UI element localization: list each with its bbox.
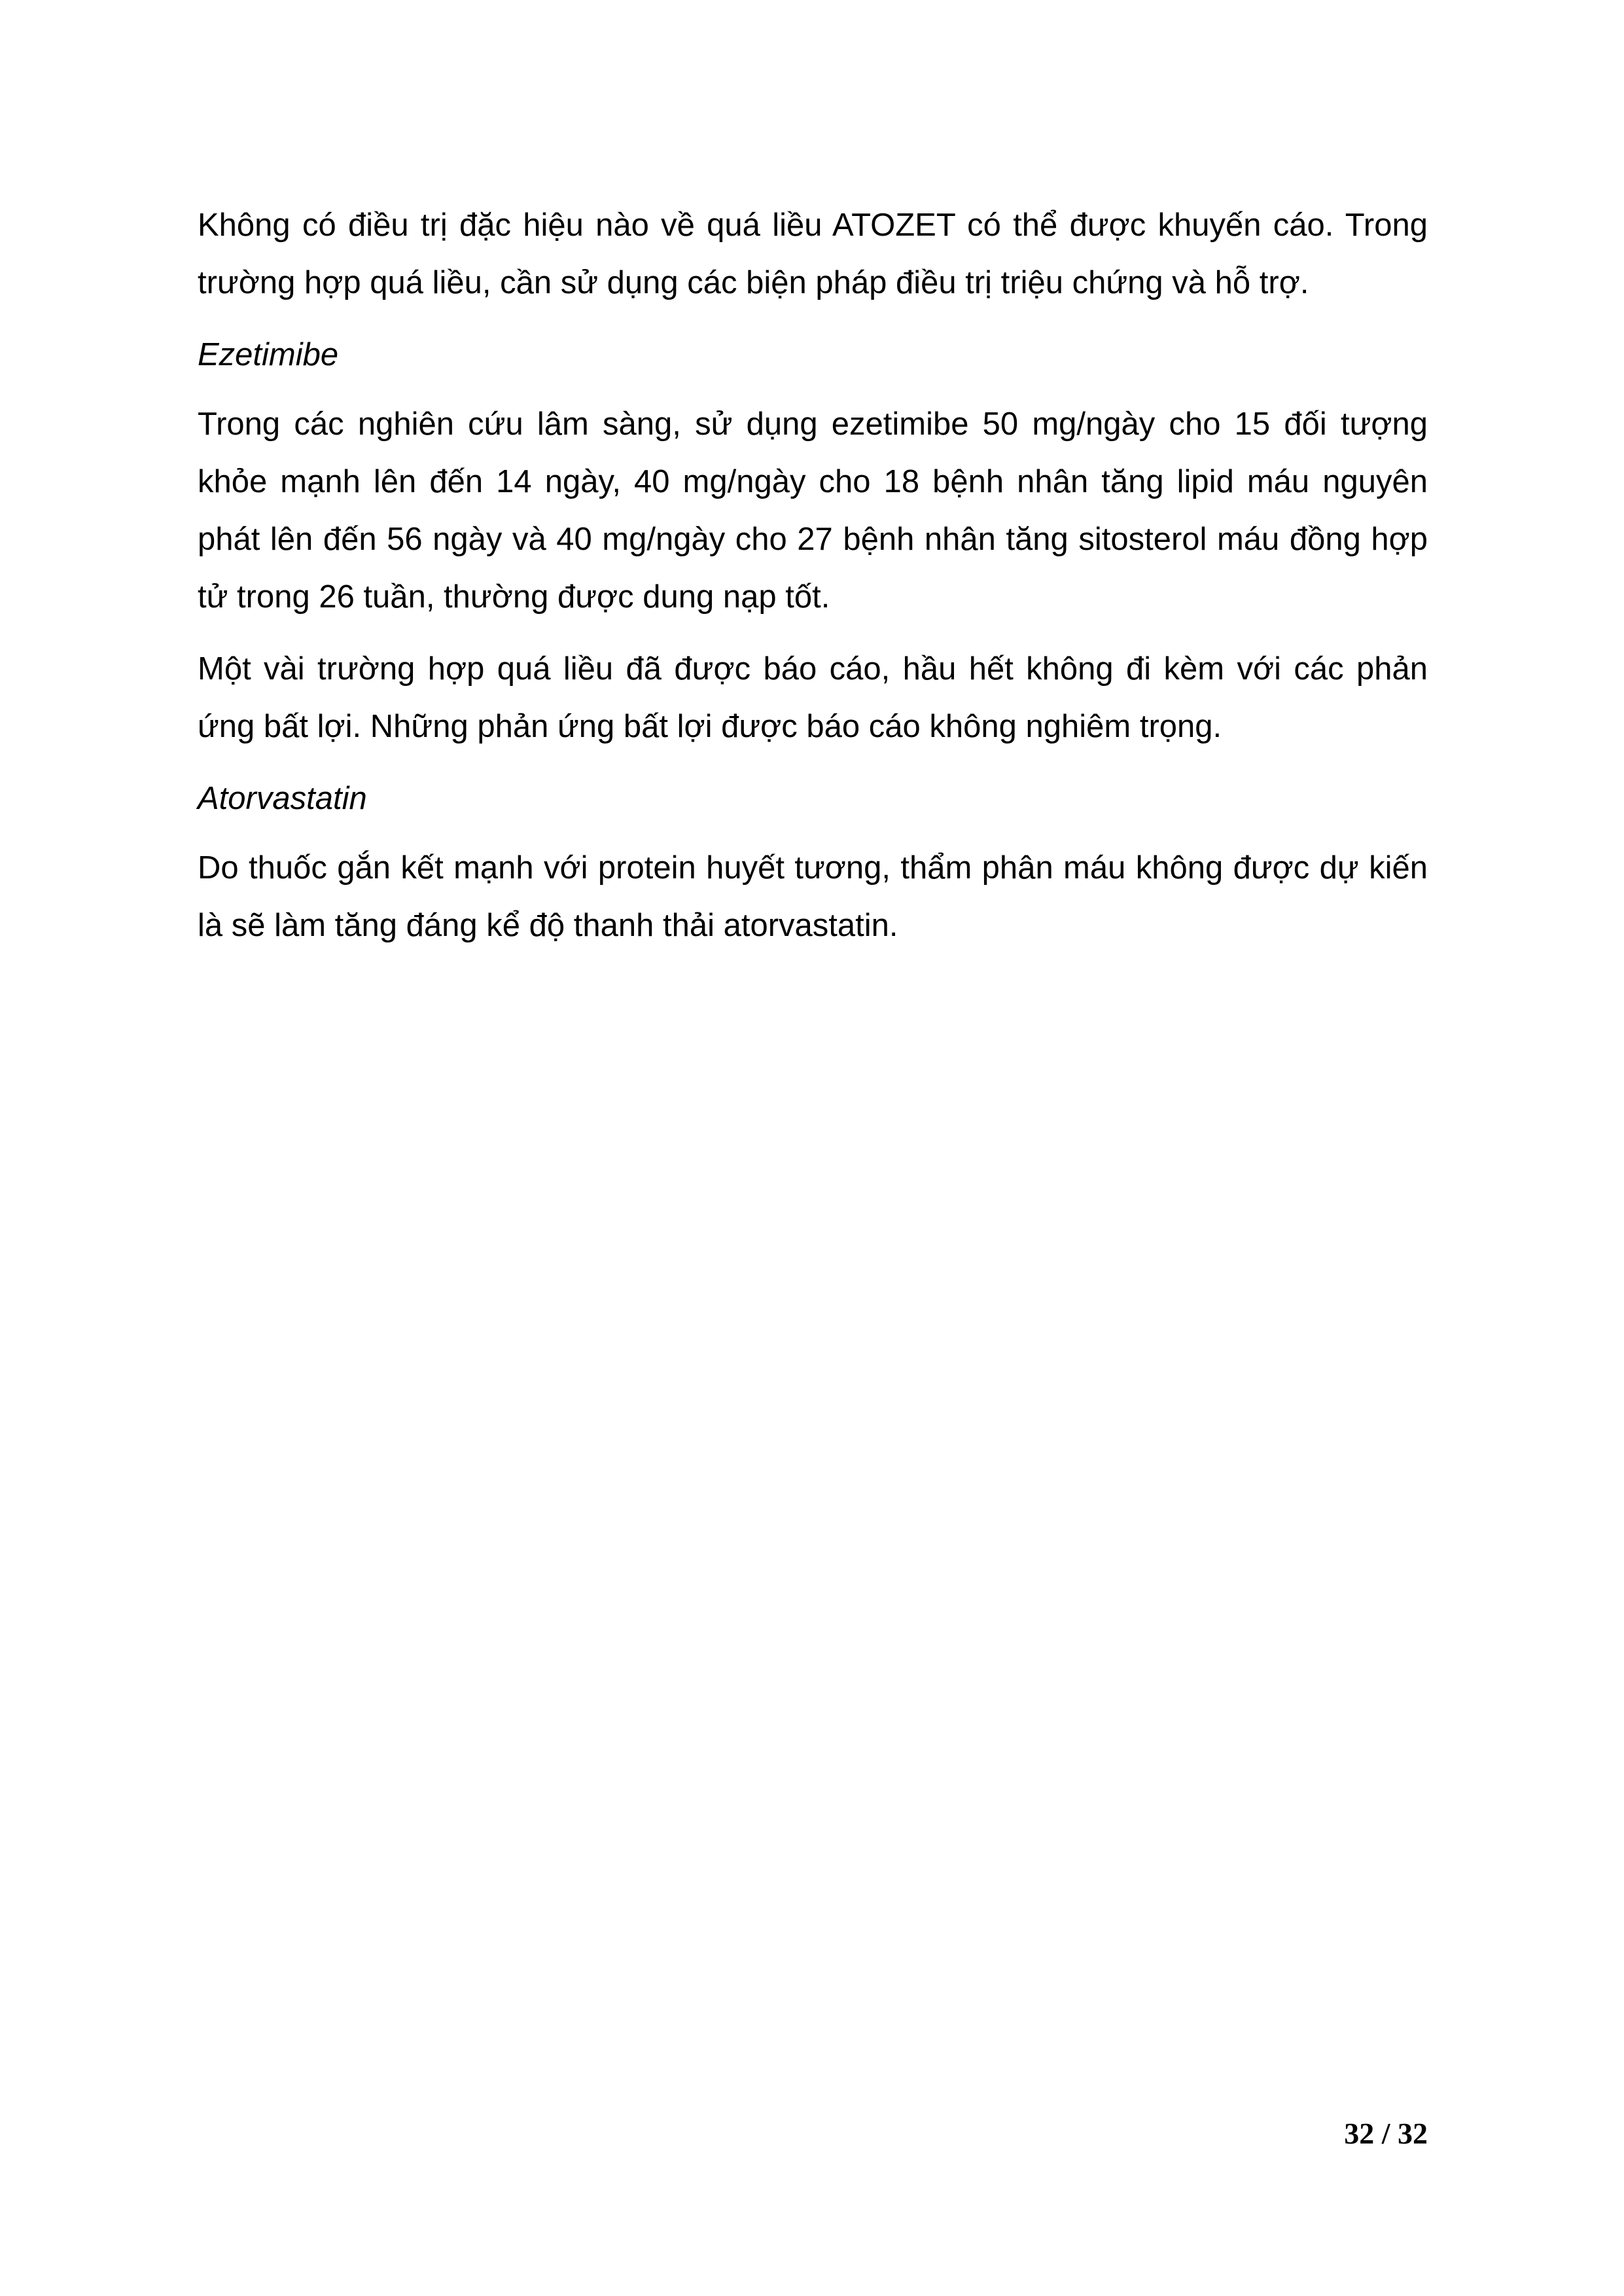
page-number: 32 / 32 — [1344, 2117, 1428, 2150]
ezetimibe-paragraph-2: Một vài trường hợp quá liều đã được báo cáo, hầu hết không đi kèm với các phản ứng bất lợi. Những phản ứng bất lợi được báo cáo không nghiêm trọng. — [198, 651, 1428, 744]
atorvastatin-paragraph-1: Do thuốc gắn kết mạnh với protein huyết tương, thẩm phân máu không được dự kiến là sẽ làm tăng đáng kể độ thanh thải atorvastatin. — [198, 850, 1428, 943]
page-content — [198, 196, 1428, 969]
section-heading-ezetimibe: Ezetimibe — [198, 337, 339, 372]
intro-paragraph: Không có điều trị đặc hiệu nào về quá liều ATOZET có thể được khuyến cáo. Trong trường hợp quá liều, cần sử dụng các biện pháp điều trị triệu chứng và hỗ trợ. — [198, 207, 1428, 300]
ezetimibe-paragraph-1: Trong các nghiên cứu lâm sàng, sử dụng ezetimibe 50 mg/ngày cho 15 đối tượng khỏe mạnh lên đến 14 ngày, 40 mg/ngày cho 18 bệnh nhân tăng lipid máu nguyên phát lên đến 56 ngày và 40 mg/ngày cho 27 bệnh nhân tăng sitosterol máu đồng hợp tử trong 26 tuần, thường được dung nạp tốt. — [198, 406, 1428, 615]
section-heading-atorvastatin: Atorvastatin — [198, 781, 367, 816]
